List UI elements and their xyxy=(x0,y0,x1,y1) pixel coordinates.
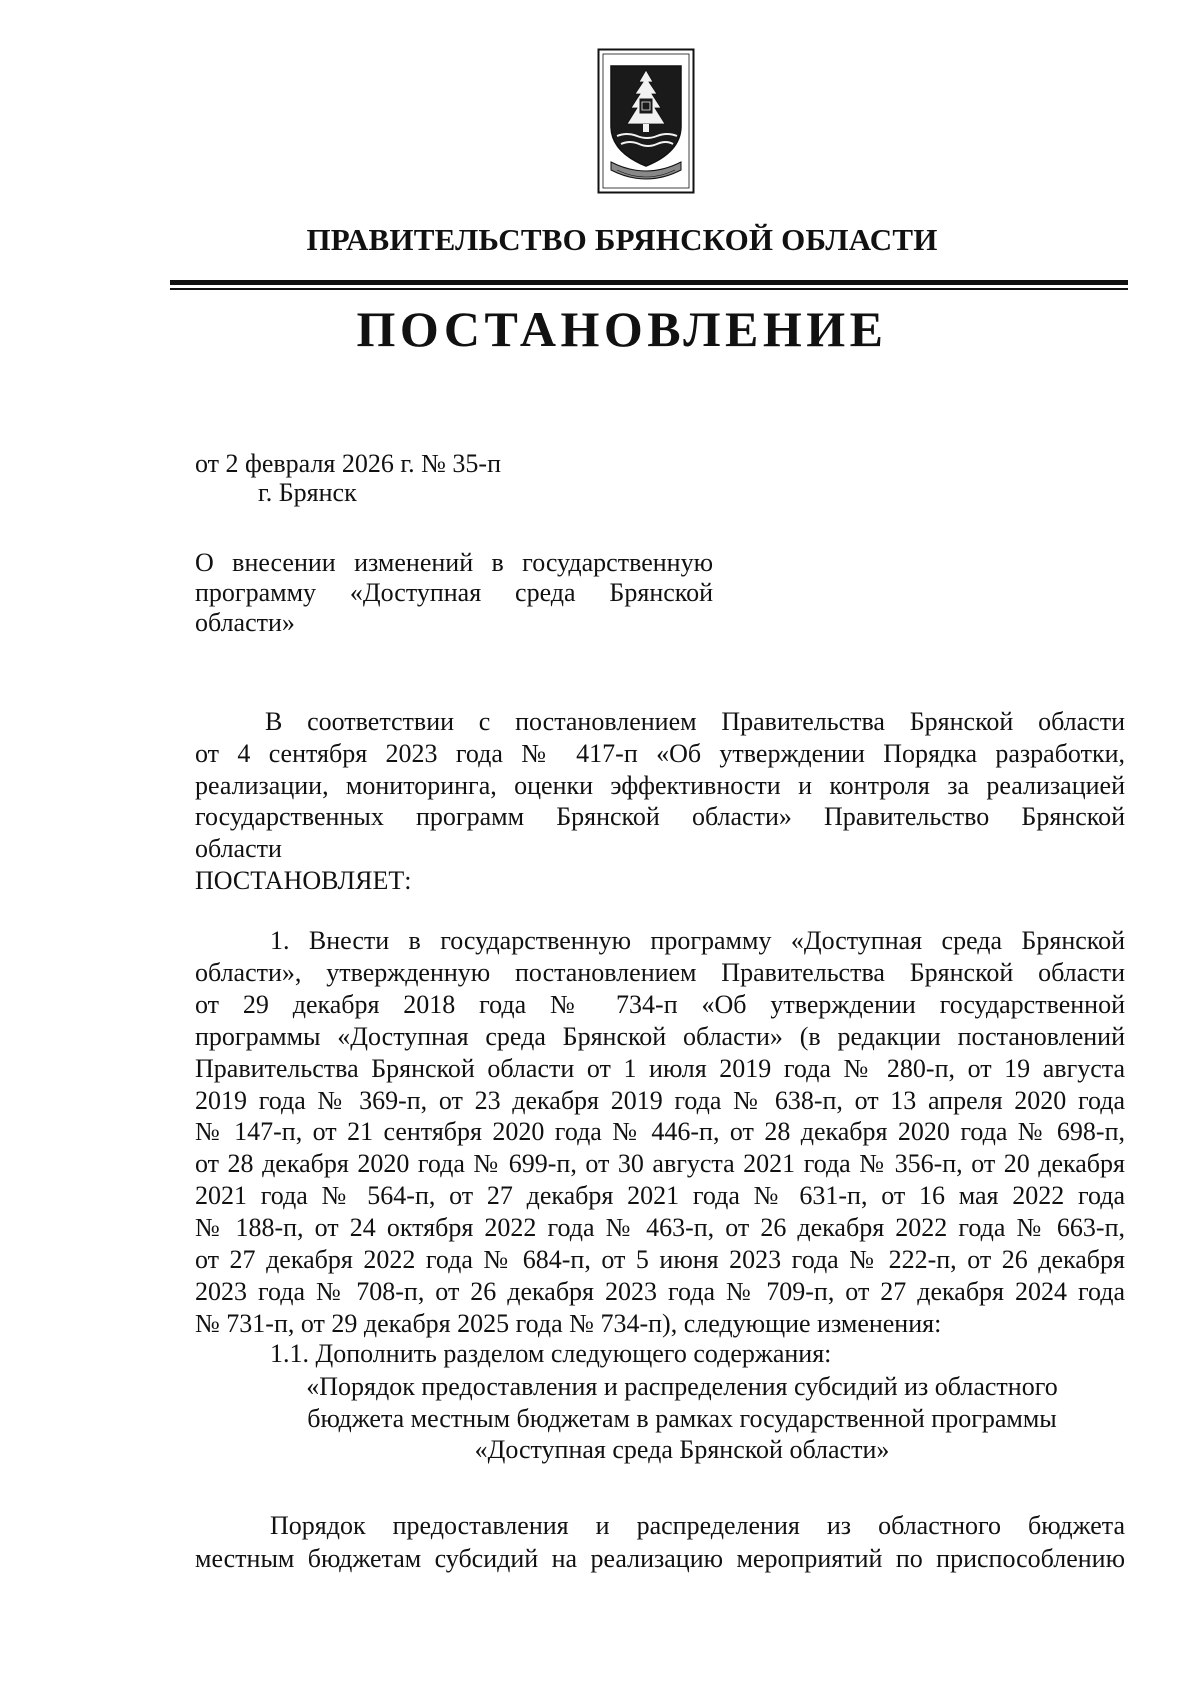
item-1-line: № 731-п, от 29 декабря 2025 года № 734-п), следующие изменения: xyxy=(195,1308,942,1338)
preamble-line: государственных программ Брянской области» Правительство Брянской xyxy=(195,802,1125,832)
preamble-line: области xyxy=(195,834,282,864)
section-title xyxy=(195,1371,1125,1466)
document-type: ПОСТАНОВЛЕНИЕ xyxy=(356,301,888,357)
item-1-line: программы «Доступная среда Брянской области» (в редакции постановлений xyxy=(195,1021,1125,1051)
order-line: местным бюджетам субсидий на реализацию мероприятий по приспособлению xyxy=(195,1544,1125,1573)
section-title-line: «Доступная среда Брянской области» xyxy=(474,1435,890,1464)
header-divider-thick xyxy=(170,280,1128,285)
item-1-line: 2021 года № 564-п, от 27 декабря 2021 года № 631-п, от 16 мая 2022 года xyxy=(195,1181,1125,1211)
header-divider-thin xyxy=(170,288,1128,290)
subject-line: программу «Доступная среда Брянской xyxy=(195,578,713,607)
preamble-line: реализации, мониторинга, оценки эффективности и контроля за реализацией xyxy=(195,770,1125,800)
item-1-line: № 147-п, от 21 сентября 2020 года № 446-п, от 28 декабря 2020 года № 698-п, xyxy=(195,1117,1125,1147)
document-date-number: от 2 февраля 2026 г. № 35-п xyxy=(195,449,501,478)
section-title-line: «Порядок предоставления и распределения субсидий из областного xyxy=(306,1372,1058,1401)
document-subject xyxy=(195,548,713,638)
order-line: Порядок предоставления и распределения из областного бюджета xyxy=(270,1511,1125,1540)
item-1-paragraph xyxy=(195,925,1125,1340)
item-1-line: 2019 года № 369-п, от 23 декабря 2019 года № 638-п, от 13 апреля 2020 года xyxy=(195,1085,1125,1115)
coat-of-arms-emblem xyxy=(597,48,695,194)
item-1-line: области», утвержденную постановлением Правительства Брянской области xyxy=(195,957,1125,987)
item-1-line: от 27 декабря 2022 года № 684-п, от 5 июня 2023 года № 222-п, от 26 декабря xyxy=(195,1245,1125,1275)
section-title-line: бюджета местным бюджетам в рамках государственной программы xyxy=(307,1403,1057,1433)
item-1-1: 1.1. Дополнить разделом следующего содержания: xyxy=(270,1339,832,1368)
preamble-line: от 4 сентября 2023 года № 417-п «Об утверждении Порядка разработки, xyxy=(195,738,1125,768)
item-1-line: № 188-п, от 24 октября 2022 года № 463-п, от 26 декабря 2022 года № 663-п, xyxy=(195,1213,1125,1243)
item-1-line: от 29 декабря 2018 года № 734-п «Об утверждении государственной xyxy=(195,989,1125,1019)
resolves-heading: ПОСТАНОВЛЯЕТ: xyxy=(195,866,412,895)
government-title: ПРАВИТЕЛЬСТВО БРЯНСКОЙ ОБЛАСТИ xyxy=(306,222,938,257)
item-1-line: Правительства Брянской области от 1 июля 2019 года № 280-п, от 19 августа xyxy=(195,1053,1125,1083)
subject-line: О внесении изменений в государственную xyxy=(195,548,713,577)
item-1-line: 2023 года № 708-п, от 26 декабря 2023 года № 709-п, от 27 декабря 2024 года xyxy=(195,1276,1125,1306)
document-city: г. Брянск xyxy=(258,478,357,507)
item-1-line: от 28 декабря 2020 года № 699-п, от 30 августа 2021 года № 356-п, от 20 декабря xyxy=(195,1149,1125,1179)
subject-line: области» xyxy=(195,608,295,637)
item-1-line: 1. Внести в государственную программу «Доступная среда Брянской xyxy=(270,926,1125,955)
order-paragraph xyxy=(195,1509,1125,1575)
preamble-paragraph xyxy=(195,706,1125,865)
preamble-line: В соответствии с постановлением Правительства Брянской области xyxy=(265,707,1125,736)
